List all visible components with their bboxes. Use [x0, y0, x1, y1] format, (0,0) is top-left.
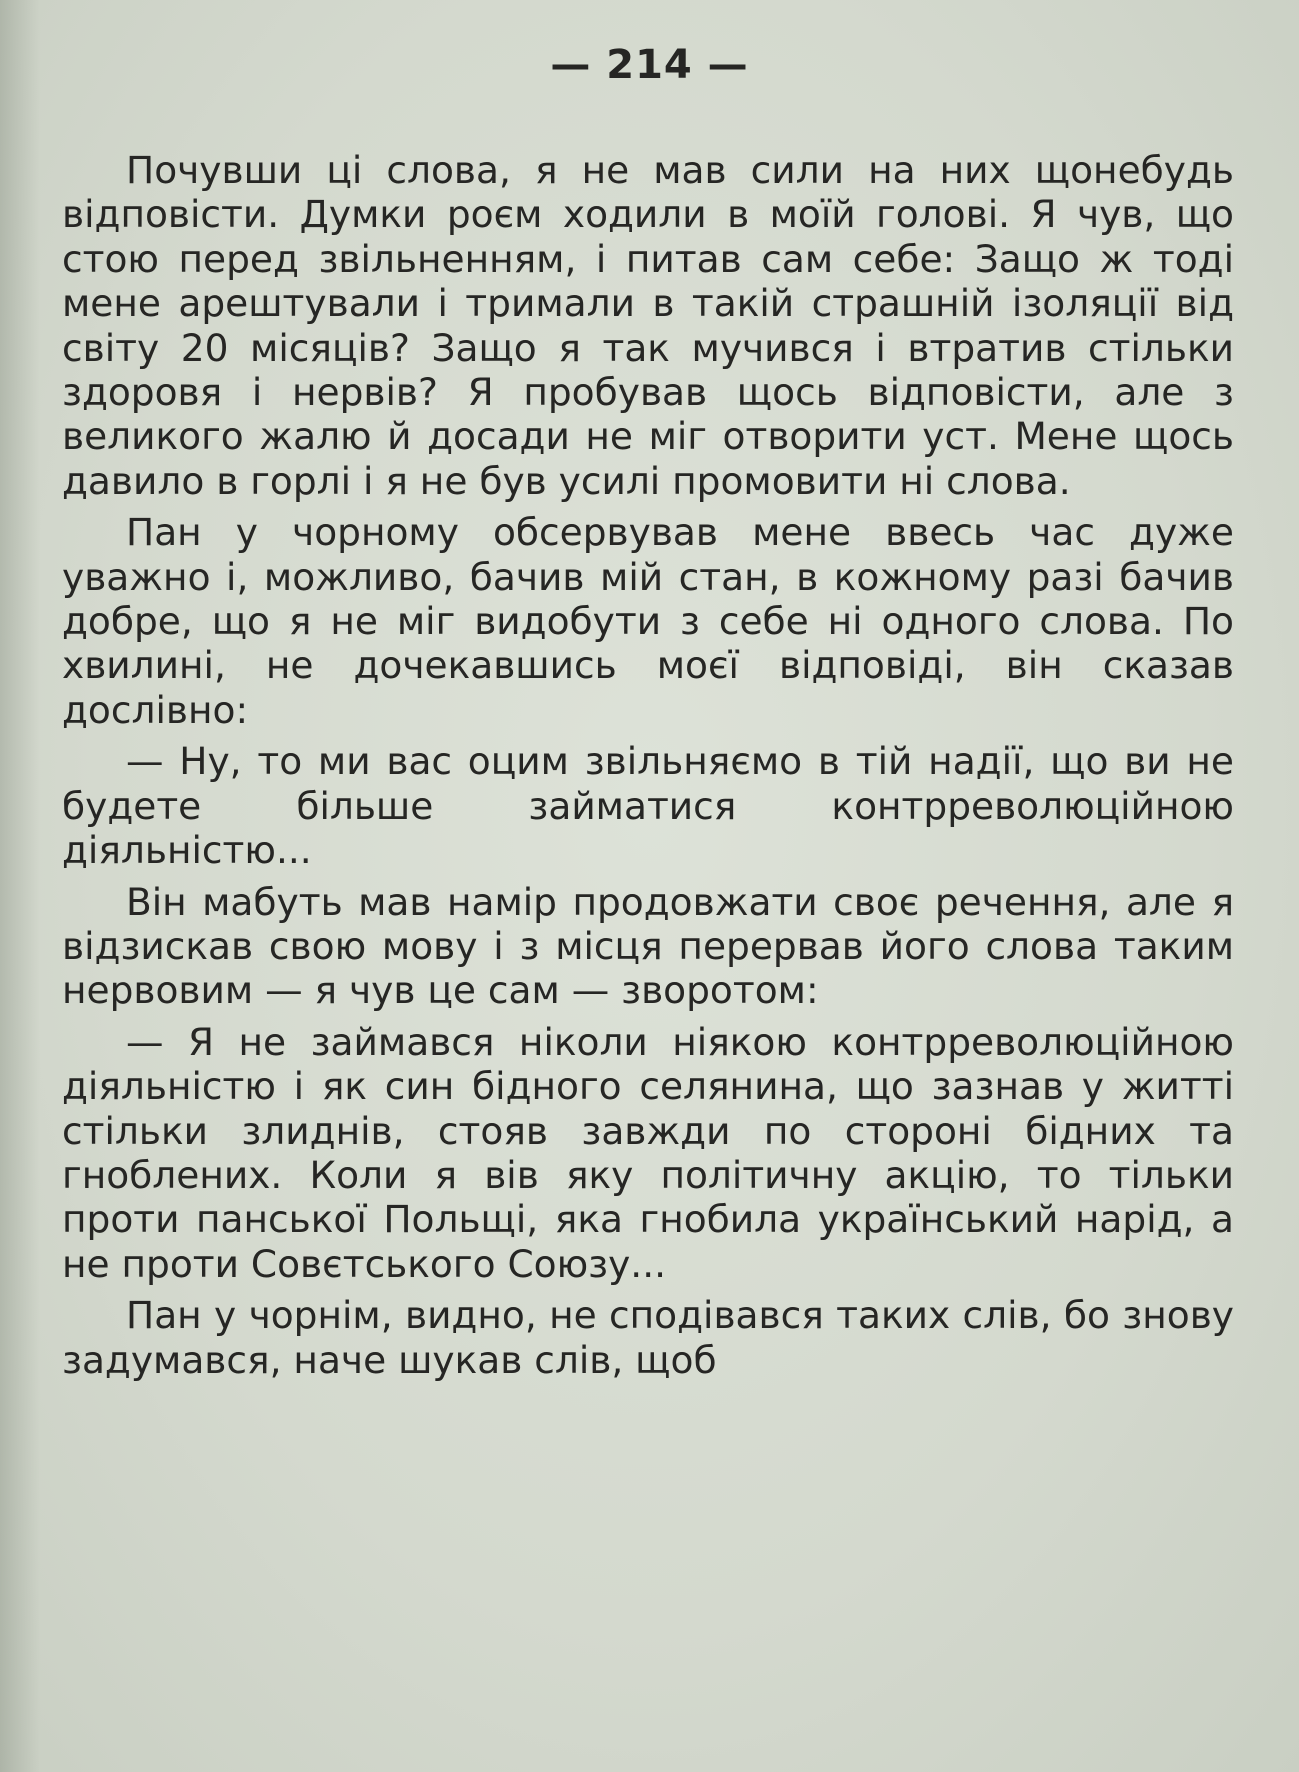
paragraph: Пан у чорнім, видно, не сподівався таких слів, бо знову задумався, наче шукав слів, щоб [62, 1293, 1234, 1382]
body-text [62, 148, 1234, 1382]
paragraph: Почувши ці слова, я не мав сили на них щонебудь відповісти. Думки роєм ходили в моїй голові. Я чув, що стою перед звільненням, і питав сам себе: Защо ж тоді мене арештували і тримали в такій страшній ізоляції від світу 20 місяців? Защо я так мучився і втратив стільки здоровя і нервів? Я пробував щось відповісти, але з великого жалю й досади не міг отворити уст. Мене щось давило в горлі і я не був усилі промовити ні слова. [62, 148, 1234, 503]
dialogue-paragraph: — Я не займався ніколи ніякою контрреволюційною діяльністю і як син бідного селянина, що зазнав у житті стільки злиднів, стояв завжди по стороні бідних та гноблених. Коли я вів яку політичну акцію, то тільки проти панської Польщі, яка гнобила український нарід, а не проти Совєтського Союзу... [62, 1019, 1234, 1286]
paragraph: Пан у чорному обсервував мене ввесь час дуже уважно і, можливо, бачив мій стан, в кожному разі бачив добре, що я не міг видобути з себе ні одного слова. По хвилині, не дочекавшись моєї відповіді, він сказав дослівно: [62, 510, 1234, 732]
spine-shadow [0, 0, 40, 1772]
paragraph: Він мабуть мав намір продовжати своє речення, але я відзискав свою мову і з місця перервав його слова таким нервовим — я чув це сам — зворотом: [62, 879, 1234, 1013]
dialogue-paragraph: — Ну, то ми вас оцим звільняємо в тій надії, що ви не будете більше займатися контрреволюційною діяльністю... [62, 739, 1234, 873]
page-number: — 214 — [550, 42, 749, 88]
